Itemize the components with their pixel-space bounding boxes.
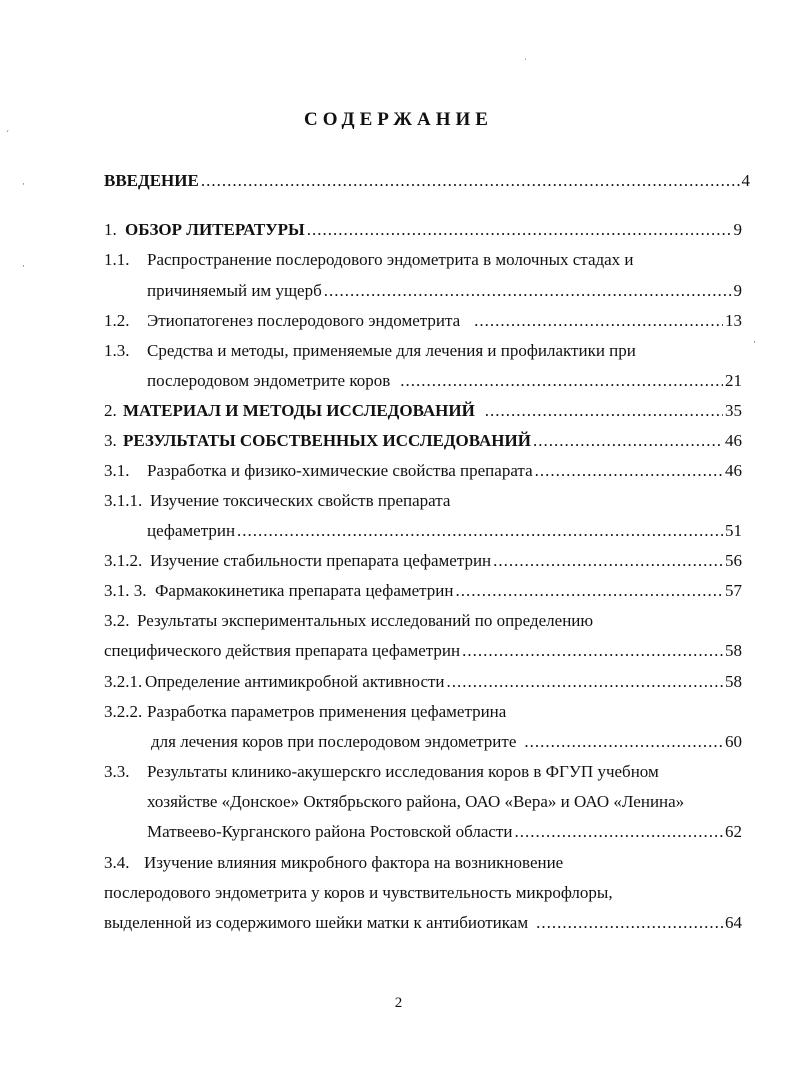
toc-entry-number: 3.1.2.: [104, 551, 143, 570]
toc-entry-3-2-1[interactable]: [104, 671, 742, 693]
toc-leader: [201, 170, 740, 192]
toc-entry-1-1-cont[interactable]: [147, 280, 742, 302]
toc-entry-number: 3.1.: [104, 461, 130, 480]
toc-entry-3-2[interactable]: [104, 610, 742, 632]
scan-speck: ·: [22, 261, 25, 271]
toc-entry-1-3-cont[interactable]: [147, 370, 742, 392]
toc-entry-page: 64: [725, 913, 742, 932]
toc-leader: [462, 640, 723, 662]
toc-entry-1-3[interactable]: [104, 340, 742, 362]
toc-entry-number: 1.3.: [104, 341, 130, 360]
toc-leader: [456, 580, 724, 602]
toc-leader: [237, 520, 723, 542]
toc-leader: [474, 310, 723, 332]
toc-entry-3-4-cont1[interactable]: [104, 882, 742, 904]
toc-entry-text: ОБЗОР ЛИТЕРАТУРЫ: [125, 220, 305, 239]
toc-entry-3-2-cont[interactable]: [104, 640, 742, 662]
toc-entry-page: 58: [725, 672, 742, 691]
toc-entry-text: Результаты экспериментальных исследований по определению: [137, 611, 594, 630]
toc-entry-number: 2.: [104, 401, 117, 420]
toc-entry-page: 13: [725, 311, 742, 330]
toc-entry-number: 3.2.: [104, 611, 130, 630]
toc-leader: [400, 370, 723, 392]
toc-leader: [493, 550, 723, 572]
toc-entry-page: 9: [733, 220, 742, 239]
toc-entry-text-continued: послеродовом эндометрите коров: [147, 371, 391, 390]
toc-entry-text: Изучение токсических свойств препарата: [150, 491, 451, 510]
toc-entry-text: Фармакокинетика препарата цефаметрин: [155, 581, 454, 600]
toc-entry-2[interactable]: [104, 400, 742, 422]
toc-entry-text: Определение антимикробной активности: [145, 672, 445, 691]
toc-leader: [533, 430, 723, 452]
toc-entry-3-1-1[interactable]: [104, 490, 742, 512]
toc-entry-number: 3.1.1.: [104, 491, 143, 510]
toc-entry-page: 62: [725, 822, 742, 841]
toc-entry-text-continued: выделенной из содержимого шейки матки к антибиотикам: [104, 913, 529, 932]
toc-entry-number: 1.1.: [104, 250, 130, 269]
toc-entry-3-2-2[interactable]: [104, 701, 742, 723]
toc-entry-3-1-2[interactable]: [104, 550, 742, 572]
toc-entry-text-continued: цефаметрин: [147, 521, 236, 540]
toc-entry-number: 3.3.: [104, 762, 130, 781]
toc-entry-page: 46: [725, 461, 742, 480]
toc-entry-1-1[interactable]: [104, 249, 742, 271]
toc-leader: [514, 821, 723, 843]
toc-entry-3-1-3[interactable]: [104, 580, 742, 602]
toc-entry-text-continued: послеродового эндометрита у коров и чувствительность микрофлоры,: [104, 883, 613, 902]
toc-entry-page: 4: [741, 171, 750, 190]
toc-leader: [535, 460, 723, 482]
toc-entry-text: Этиопатогенез послеродового эндометрита: [147, 311, 461, 330]
toc-entry-3-4[interactable]: [104, 852, 742, 874]
toc-leader: [307, 219, 732, 241]
toc-entry-page: 35: [725, 401, 742, 420]
toc-entry-text-continued: специфического действия препарата цефаметрин: [104, 641, 461, 660]
toc-entry-text: Средства и методы, применяемые для лечения и профилактики при: [147, 341, 636, 360]
toc-entry-3-3-cont1[interactable]: [147, 791, 742, 813]
toc-entry-3-1-1-cont[interactable]: [147, 520, 742, 542]
toc-entry-number: 1.2.: [104, 311, 130, 330]
toc-entry-3-2-2-cont[interactable]: [151, 731, 742, 753]
toc-entry-number: 3.1. 3.: [104, 581, 147, 600]
toc-entry-page: 51: [725, 521, 742, 540]
toc-entry-text: РЕЗУЛЬТАТЫ СОБСТВЕННЫХ ИССЛЕДОВАНИЙ: [123, 431, 531, 450]
toc-title: СОДЕРЖАНИЕ: [304, 109, 493, 130]
scan-speck: ·: [753, 337, 756, 347]
toc-entry-page: 56: [725, 551, 742, 570]
toc-entry-3-4-cont[interactable]: [104, 912, 742, 934]
toc-entry-page: 9: [733, 281, 742, 300]
toc-entry-text-continued: причиняемый им ущерб: [147, 281, 322, 300]
toc-entry-3[interactable]: [104, 430, 742, 452]
toc-entry-page: 60: [725, 732, 742, 751]
toc-entry-3-1[interactable]: [104, 460, 742, 482]
toc-entry-1[interactable]: [104, 219, 742, 241]
scan-speck: ˊ: [6, 129, 9, 139]
toc-entry-text: Изучение стабильности препарата цефаметрин: [150, 551, 492, 570]
toc-entry-text-continued: Матвеево-Курганского района Ростовской области: [147, 822, 513, 841]
toc-entry-page: 46: [725, 431, 742, 450]
toc-entry-text: Разработка и физико-химические свойства препарата: [147, 461, 533, 480]
toc-entry-3-3[interactable]: [104, 761, 742, 783]
toc-entry-page: 58: [725, 641, 742, 660]
toc-leader: [447, 671, 723, 693]
toc-entry-text: Изучение влияния микробного фактора на возникновение: [144, 853, 564, 872]
toc-leader: [524, 731, 723, 753]
toc-entry-number: 3.2.1.: [104, 672, 143, 691]
toc-entry-number: 3.: [104, 431, 117, 450]
toc-entry-text-continued: для лечения коров при послеродовом эндометрите: [151, 732, 517, 751]
toc-entry-text: Разработка параметров применения цефаметрина: [147, 702, 507, 721]
toc-entry-3-3-cont[interactable]: [147, 821, 742, 843]
toc-entry-number: 3.2.2.: [104, 702, 143, 721]
toc-entry-intro[interactable]: [104, 170, 750, 192]
toc-leader: [536, 912, 723, 934]
toc-entry-text-continued: хозяйстве «Донское» Октябрьского района, ОАО «Вера» и ОАО «Ленина»: [147, 792, 685, 811]
toc-entry-number: 3.4.: [104, 853, 130, 872]
page-number: 2: [394, 995, 403, 1011]
toc-entry-page: 21: [725, 371, 742, 390]
toc-entry-number: 1.: [104, 220, 117, 239]
toc-entry-page: 57: [725, 581, 742, 600]
toc-leader: [485, 400, 723, 422]
toc-entry-text: МАТЕРИАЛ И МЕТОДЫ ИССЛЕДОВАНИЙ: [123, 401, 475, 420]
toc-entry-1-2[interactable]: [104, 310, 742, 332]
scan-speck: ·: [22, 179, 25, 189]
toc-entry-text: Распространение послеродового эндометрита в молочных стадах и: [147, 250, 634, 269]
toc-entry-text: Результаты клинико-акушерскго исследования коров в ФГУП учебном: [147, 762, 659, 781]
toc-entry-text: ВВЕДЕНИЕ: [104, 171, 199, 190]
scan-speck: ˈ: [524, 57, 527, 67]
toc-leader: [324, 280, 732, 302]
